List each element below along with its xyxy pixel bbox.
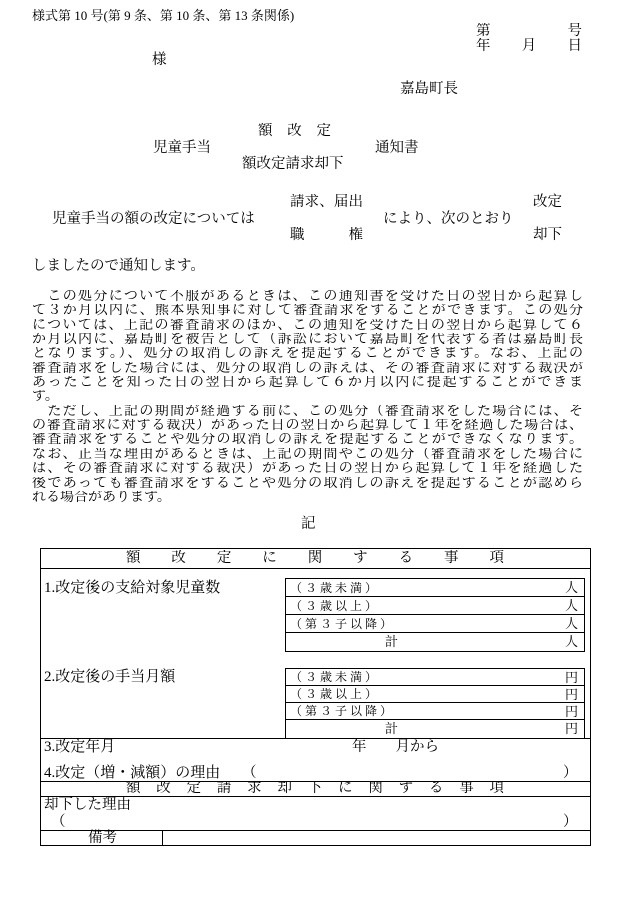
title-option-revision: 額 改 定 xyxy=(258,123,331,139)
statement-option-ex-officio: 職 権 xyxy=(290,227,363,243)
table-divider xyxy=(40,830,591,831)
row-unit: 人 xyxy=(564,580,578,595)
children-count-row xyxy=(286,579,584,597)
rejection-reason-open-bracket: （ xyxy=(51,814,66,830)
paragraph-line: 審査請求をした場合には、処分の取消しの訴えは、その審査請求に対する裁決が xyxy=(32,361,583,376)
paragraph-line: となります。）、処分の取消しの訴えを提起することができます。なお、上記の xyxy=(32,347,583,362)
statement-option-reject: 却下 xyxy=(533,227,562,243)
paragraph-line: の審査請求に対する裁決）があった日の翌日から起算して１年を経過した場合は、 xyxy=(32,419,583,434)
row-unit: 人 xyxy=(564,616,578,631)
paragraph-line: については、上記の審査請求のほか、この通知を受けた日の翌日から起算して６ xyxy=(32,318,583,333)
monthly-amount-row xyxy=(286,703,584,720)
paragraph-line: す。 xyxy=(32,390,59,405)
statement-option-request: 請求、届出 xyxy=(290,194,363,210)
title-allowance-name: 児童手当 xyxy=(153,140,211,156)
record-mark: 記 xyxy=(301,516,316,532)
table-divider xyxy=(40,568,591,569)
paragraph-line: れる場合があります。 xyxy=(32,490,171,505)
table-divider xyxy=(40,738,591,739)
monthly-amount-label: 2.改定後の手当月額 xyxy=(44,669,176,685)
remarks-divider xyxy=(162,830,163,846)
title-document-type: 通知書 xyxy=(375,140,419,156)
children-count-total-row xyxy=(286,633,584,651)
row-category: （ ３ 歳 未 満 ） xyxy=(290,670,378,684)
paragraph-line: 後であっても審査請求をすることや処分の取消しの訴えを提起することが認めら xyxy=(32,476,583,491)
paragraph-line: は、その審査請求に対する裁決）があった日の翌日から起算して１年を経過した xyxy=(32,462,583,477)
total-unit: 円 xyxy=(564,721,578,736)
revision-reason-open-bracket: （ xyxy=(242,765,257,781)
paragraph-line: あったことを知った日の翌日から起算して６か月以内に提起することができま xyxy=(32,376,583,391)
monthly-amount-table xyxy=(285,668,585,739)
paragraph-line: て３か月以内に、熊本県知事に対して審査請求をすることができます。この処分 xyxy=(32,304,583,319)
paragraph-line: か月以内に、嘉島町を被告として（訴訟において嘉島町を代表する者は嘉島町長 xyxy=(32,333,583,348)
children-count-table xyxy=(285,578,585,652)
monthly-amount-row xyxy=(286,686,584,703)
paragraph-line: ただし、上記の期間が経過する前に、この処分（審査請求をした場合には、そ xyxy=(32,404,583,419)
paragraph-line: なお、正当な理由があるときは、上記の期間やこの処分（審査請求をした場合に xyxy=(32,447,583,462)
row-unit: 円 xyxy=(564,670,578,685)
paragraph-line: この処分について不服があるときは、この通知書を受けた日の翌日から起算し xyxy=(32,290,583,304)
row-category: （ ３ 歳 以 上 ） xyxy=(290,687,378,701)
statement-prefix: 児童手当の額の改定については xyxy=(52,211,255,227)
row-unit: 円 xyxy=(564,687,578,702)
remarks-label: 備考 xyxy=(88,830,117,846)
row-category: （ 第 ３ 子 以 降 ） xyxy=(290,617,393,631)
children-count-row xyxy=(286,615,584,633)
children-count-row xyxy=(286,597,584,615)
addressee-honorific: 様 xyxy=(152,52,167,68)
statement-middle: により、次のとおり xyxy=(383,211,514,227)
row-category: （ ３ 歳 未 満 ） xyxy=(290,581,378,595)
total-unit: 人 xyxy=(564,634,578,649)
revision-reason-close-bracket: ） xyxy=(563,765,578,781)
document-number: 第 号 xyxy=(476,23,582,39)
total-label: 計 xyxy=(385,721,399,736)
row-category: （ ３ 歳 以 上 ） xyxy=(290,599,378,613)
monthly-amount-total-row xyxy=(286,720,584,738)
revision-reason-label: 4.改定（増・減額）の理由 xyxy=(44,765,221,781)
revision-month-label: 3.改定年月 xyxy=(44,739,116,755)
revision-month-value: 年 月から xyxy=(352,739,439,755)
total-label: 計 xyxy=(385,634,399,649)
children-count-label: 1.改定後の支給対象児童数 xyxy=(44,580,221,596)
appeal-paragraph-2 xyxy=(32,405,583,505)
row-unit: 人 xyxy=(564,598,578,613)
form-number: 様式第 10 号(第 9 条、第 10 条、第 13 条関係) xyxy=(32,8,295,23)
appeal-paragraph-1 xyxy=(32,290,583,405)
rejection-reason-label: 却下した理由 xyxy=(44,797,131,813)
revision-details-heading: 額 改 定 に 関 す る 事 項 xyxy=(126,550,504,566)
title-option-rejection: 額改定請求却下 xyxy=(242,156,344,172)
row-unit: 円 xyxy=(564,704,578,719)
statement-option-revise: 改定 xyxy=(533,194,562,210)
paragraph-line: 審査請求をすることや処分の取消しの訴えを提起することができなくなります。 xyxy=(32,433,583,448)
issuer-name: 嘉島町長 xyxy=(400,81,458,97)
statement-closing: しましたので通知します。 xyxy=(32,258,205,274)
row-category: （ 第 ３ 子 以 降 ） xyxy=(290,704,393,718)
rejection-reason-close-bracket: ） xyxy=(563,814,578,830)
issue-date: 年 月 日 xyxy=(476,38,582,54)
rejection-details-heading: 額 改 定 請 求 却 下 に 関 す る 事 項 xyxy=(126,781,504,796)
monthly-amount-row xyxy=(286,669,584,686)
